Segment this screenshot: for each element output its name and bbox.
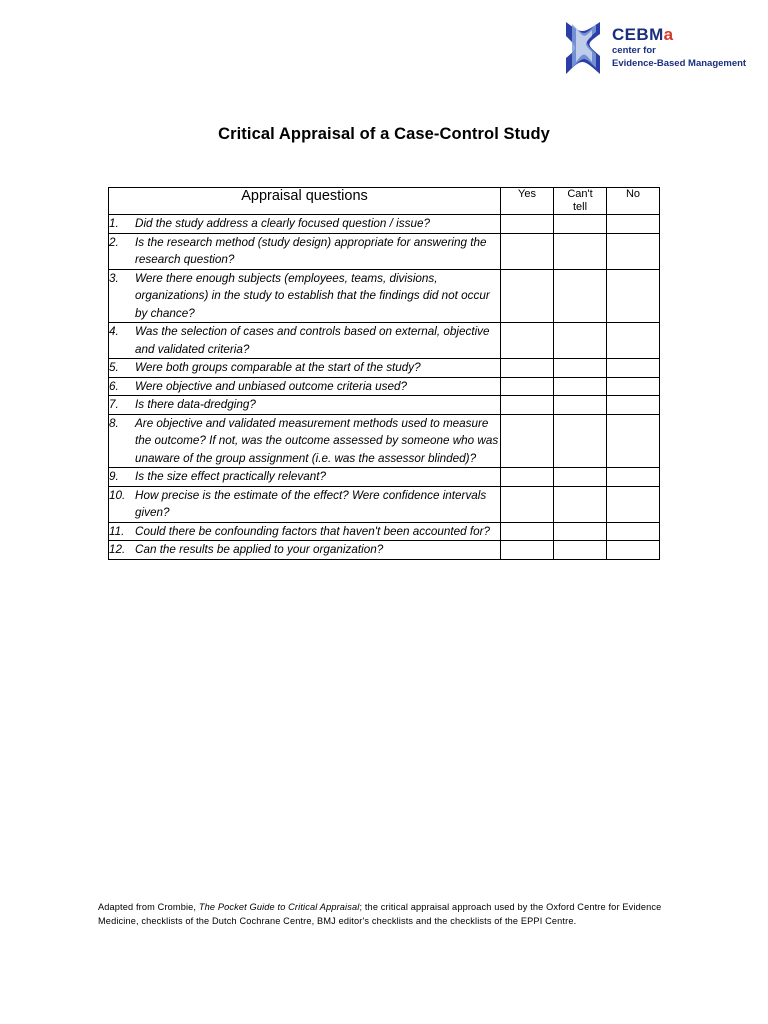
answer-cant-tell-cell[interactable] (554, 377, 607, 396)
answer-yes-cell[interactable] (501, 522, 554, 541)
question-number: 1. (109, 217, 119, 230)
question-cell (109, 396, 501, 415)
table-row (109, 522, 660, 541)
table-row (109, 359, 660, 378)
answer-cant-tell-cell[interactable] (554, 215, 607, 234)
answer-yes-cell[interactable] (501, 233, 554, 269)
header-cant-tell-line1: Can't (567, 188, 593, 200)
question-number: 3. (109, 271, 119, 285)
answer-cant-tell-cell[interactable] (554, 414, 607, 468)
cebma-logo (556, 18, 747, 90)
answer-yes-cell[interactable] (501, 359, 554, 378)
question-text: Did the study address a clearly focused question / issue? (135, 217, 430, 230)
question-number: 9. (109, 470, 119, 483)
question-cell (109, 414, 501, 468)
table-row (109, 396, 660, 415)
logo-tagline-line1: center for (612, 45, 656, 56)
question-number: 7. (109, 398, 119, 411)
answer-cant-tell-cell[interactable] (554, 233, 607, 269)
table-row (109, 486, 660, 522)
answer-yes-cell[interactable] (501, 486, 554, 522)
question-text: Was the selection of cases and controls based on external, objective and validated criteria? (135, 325, 490, 356)
question-cell (109, 377, 501, 396)
question-text: Were both groups comparable at the start of the study? (135, 361, 421, 374)
answer-yes-cell[interactable] (501, 541, 554, 560)
answer-no-cell[interactable] (607, 522, 660, 541)
footnote-part1: Adapted from Crombie, (98, 902, 199, 912)
question-text: Is the size effect practically relevant? (135, 470, 326, 483)
answer-cant-tell-cell[interactable] (554, 396, 607, 415)
logo-brand (612, 26, 742, 44)
table-row (109, 414, 660, 468)
question-text: Were there enough subjects (employees, teams, divisions, organizations) in the study to establish that the findings did not occur by chance? (135, 271, 490, 320)
cebma-swoosh-logo-icon (556, 18, 608, 78)
answer-yes-cell[interactable] (501, 323, 554, 359)
answer-cant-tell-cell[interactable] (554, 359, 607, 378)
question-number: 6. (109, 379, 119, 393)
answer-no-cell[interactable] (607, 396, 660, 415)
answer-no-cell[interactable] (607, 468, 660, 487)
header-no: No (607, 188, 660, 215)
question-text: Could there be confounding factors that haven't been accounted for? (135, 524, 491, 538)
question-text: Is there data-dredging? (135, 398, 256, 411)
answer-no-cell[interactable] (607, 414, 660, 468)
answer-cant-tell-cell[interactable] (554, 541, 607, 560)
footnote-source-title: The Pocket Guide to Critical Appraisal (198, 902, 360, 912)
page-title: Critical Appraisal of a Case-Control Study (218, 125, 550, 143)
answer-cant-tell-cell[interactable] (554, 323, 607, 359)
logo-brand-text: CEBM (612, 25, 664, 44)
question-cell (109, 359, 501, 378)
answer-no-cell[interactable] (607, 486, 660, 522)
question-cell (109, 233, 501, 269)
question-number: 4. (109, 325, 119, 338)
footnote-part2: ; the critical appraisal approach used by the Oxford Centre for Evidence Medicine, checklists of the Dutch Cochrane Centre, BMJ editor's checklists and the checklists of the EPPI Centre. (98, 902, 662, 926)
answer-yes-cell[interactable] (501, 414, 554, 468)
logo-brand-accent: a (663, 25, 674, 44)
question-text: Were objective and unbiased outcome criteria used? (135, 379, 408, 393)
question-number: 11. (109, 524, 125, 538)
question-cell (109, 269, 501, 323)
answer-no-cell[interactable] (607, 233, 660, 269)
question-cell (109, 541, 501, 560)
answer-yes-cell[interactable] (501, 215, 554, 234)
appraisal-questions-table (108, 187, 660, 560)
table-row (109, 323, 660, 359)
question-cell (109, 522, 501, 541)
header-cant-tell (554, 188, 607, 215)
question-cell (109, 486, 501, 522)
question-cell (109, 215, 501, 234)
question-number: 10. (109, 488, 126, 502)
question-text: Are objective and validated measurement methods used to measure the outcome? If not, was the outcome assessed by someone who was unaware of the group assignment (i.e. was the assessor blinded)? (135, 416, 499, 465)
answer-yes-cell[interactable] (501, 269, 554, 323)
question-number: 5. (109, 361, 119, 374)
table-row (109, 269, 660, 323)
answer-no-cell[interactable] (607, 215, 660, 234)
header-cant-tell-line2: tell (572, 201, 588, 213)
answer-yes-cell[interactable] (501, 396, 554, 415)
header-appraisal-questions: Appraisal questions (109, 188, 501, 215)
answer-no-cell[interactable] (607, 359, 660, 378)
answer-cant-tell-cell[interactable] (554, 486, 607, 522)
table-row (109, 541, 660, 560)
question-number: 8. (109, 416, 119, 430)
answer-cant-tell-cell[interactable] (554, 269, 607, 323)
question-number: 2. (109, 235, 119, 249)
footnote (98, 900, 674, 928)
question-text: Can the results be applied to your organization? (135, 543, 384, 556)
table-row (109, 215, 660, 234)
table-row (109, 233, 660, 269)
answer-no-cell[interactable] (607, 541, 660, 560)
answer-no-cell[interactable] (607, 377, 660, 396)
question-cell (109, 323, 501, 359)
answer-cant-tell-cell[interactable] (554, 522, 607, 541)
table-header-row (109, 188, 660, 215)
answer-yes-cell[interactable] (501, 377, 554, 396)
logo-wordmark (612, 25, 747, 70)
question-text: How precise is the estimate of the effect? Were confidence intervals given? (135, 488, 487, 519)
table-row (109, 468, 660, 487)
table-row (109, 377, 660, 396)
question-number: 12. (109, 543, 126, 556)
question-text: Is the research method (study design) appropriate for answering the research question? (135, 235, 487, 266)
answer-yes-cell[interactable] (501, 468, 554, 487)
answer-no-cell[interactable] (607, 269, 660, 323)
header-yes: Yes (501, 188, 554, 215)
answer-cant-tell-cell[interactable] (554, 468, 607, 487)
table-body (109, 215, 660, 560)
logo-tagline-line2: Evidence-Based Management (612, 58, 747, 69)
answer-no-cell[interactable] (607, 323, 660, 359)
question-cell (109, 468, 501, 487)
